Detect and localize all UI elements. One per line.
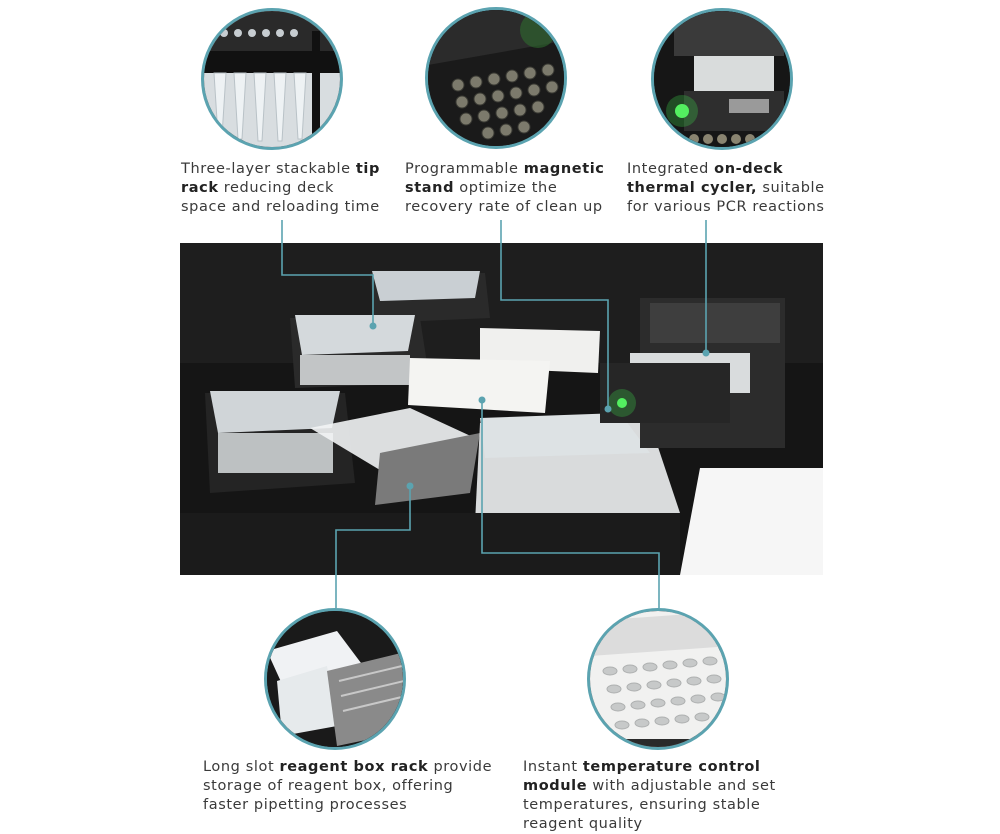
thermal-cycler-closeup: [651, 8, 793, 150]
workstation-deck-photo: [180, 243, 823, 575]
thermal-cycler-caption: Integrated on-deck thermal cycler, suitable for various PCR reactions: [627, 161, 825, 215]
temperature-module-caption: Instant temperature control module with adjustable and set temperatures, ensuring stable reagent quality: [523, 759, 776, 832]
tip-rack-caption: Three-layer stackable tip rack reducing deck space and reloading time: [181, 161, 380, 215]
reagent-box-rack-caption: Long slot reagent box rack provide storage of reagent box, offering faster pipetting processes: [203, 759, 493, 813]
reagent-box-rack-closeup: [264, 608, 406, 750]
magnetic-stand-caption: Programmable magnetic stand optimize the recovery rate of clean up: [405, 161, 605, 215]
magnetic-stand-closeup: [425, 7, 567, 149]
temperature-module-closeup: [587, 608, 729, 750]
tip-rack-closeup: [201, 8, 343, 150]
